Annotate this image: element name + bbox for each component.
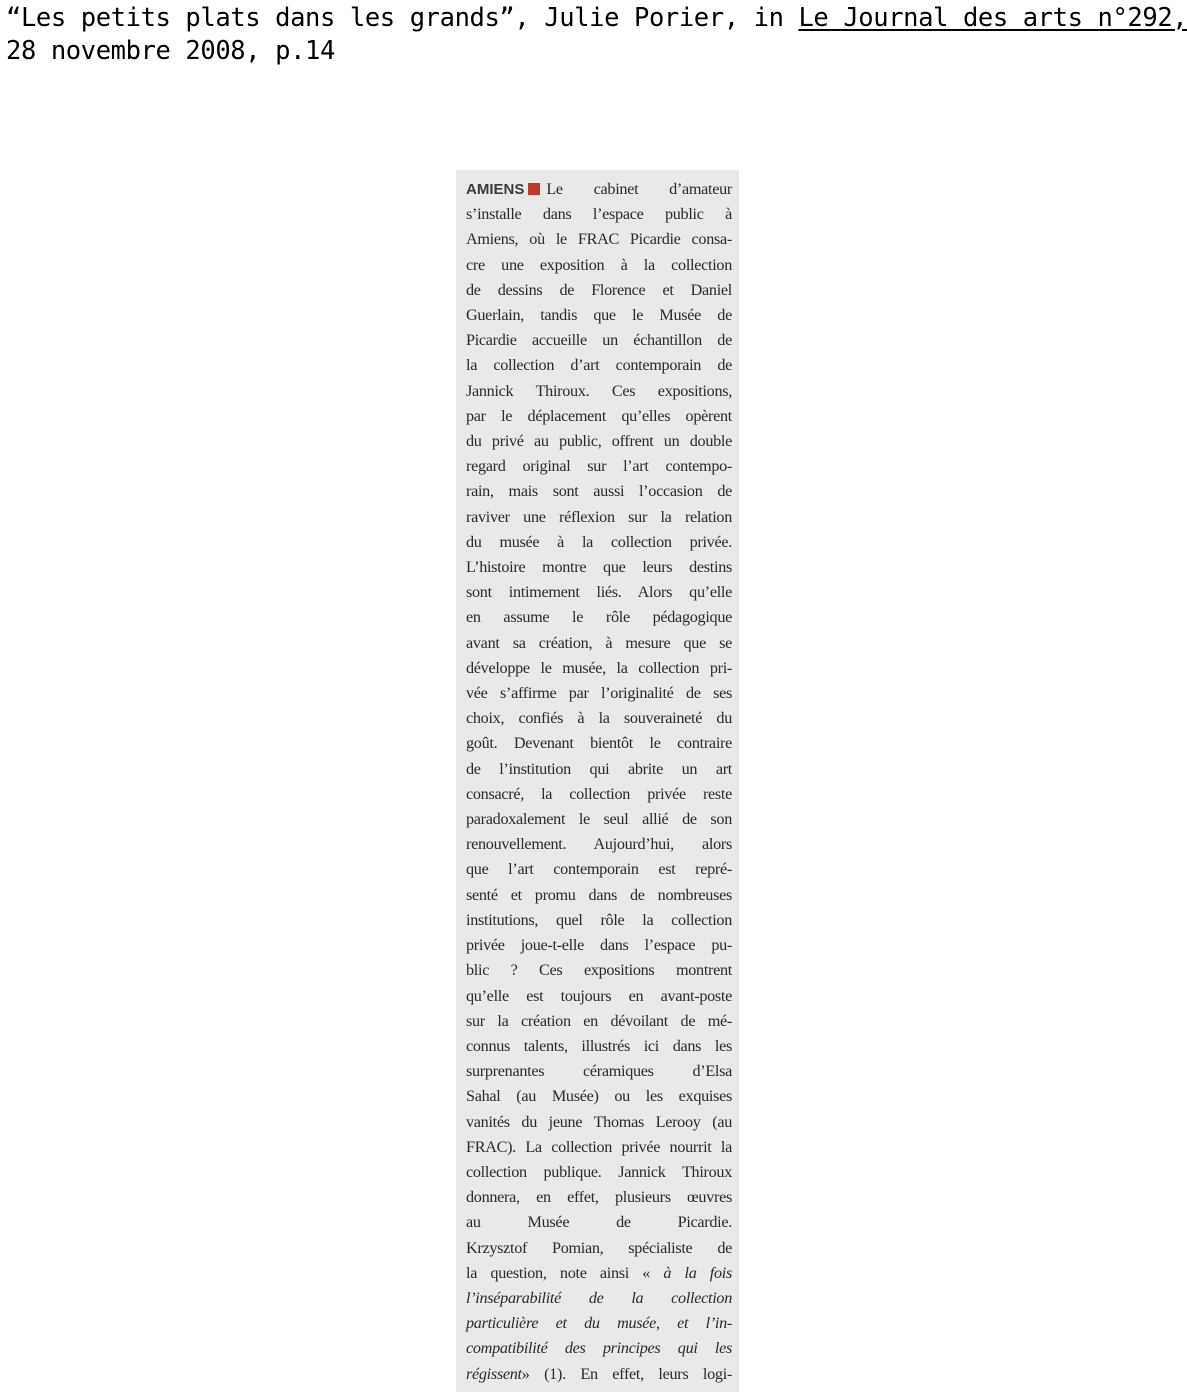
clipping-line: consacré, la collection privée reste [466, 784, 732, 803]
clipping-line: la collection d’art contemporain de [466, 356, 732, 375]
clipping-line: vée s’affirme par l’originalité de ses [466, 684, 732, 703]
clipping-last-line [466, 1362, 732, 1387]
clipping-line: Jannick Thiroux. Ces expositions, [466, 381, 732, 400]
clipping-line: rain, mais sont aussi l’occasion de [466, 482, 732, 501]
clipping-line: de l’institution qui abrite un art [466, 759, 732, 778]
clipping-line: sur la création en dévoilant de mé- [466, 1011, 732, 1030]
clipping-first-line-text: Le cabinet d’amateur [546, 180, 732, 198]
clipping-line: Guerlain, tandis que le Musée de [466, 306, 732, 325]
clipping-line: au Musée de Picardie. [466, 1213, 732, 1232]
clipping-line: en assume le rôle pédagogique [466, 608, 732, 627]
clipping-line: Krzysztof Pomian, spécialiste de [466, 1238, 732, 1257]
clipping-line: choix, confiés à la souveraineté du [466, 709, 732, 728]
citation-title-author: “Les petits plats dans les grands”, Julie Porier, in [6, 3, 799, 33]
newspaper-clipping [456, 170, 739, 1392]
after-quote: » (1). En effet, leurs logi- [521, 1364, 732, 1383]
clipping-line: développe le musée, la collection pri- [466, 658, 732, 677]
clipping-line: FRAC). La collection privée nourrit la [466, 1137, 732, 1156]
citation-header [6, 2, 1187, 68]
quote-text: à la fois [663, 1263, 732, 1282]
clipping-text [466, 177, 732, 1387]
clipping-line: donnera, en effet, plusieurs œuvres [466, 1188, 732, 1207]
quote-open: « [642, 1263, 651, 1282]
citation-line-1 [6, 2, 1187, 35]
clipping-line: avant sa création, à mesure que se [466, 633, 732, 652]
clipping-quote-line: l’inséparabilité de la collection [466, 1288, 732, 1307]
clipping-line: sont intimement liés. Alors qu’elle [466, 583, 732, 602]
clipping-line: Picardie accueille un échantillon de [466, 331, 732, 350]
clipping-line: privée joue-t-elle dans l’espace pu- [466, 936, 732, 955]
clipping-line: la question, note ainsi « à la fois [466, 1263, 732, 1282]
clipping-line: du musée à la collection privée. [466, 532, 732, 551]
clipping-line: goût. Devenant bientôt le contraire [466, 734, 732, 753]
clipping-line: regard original sur l’art contempo- [466, 457, 732, 476]
clipping-line: connus talents, illustrés ici dans les [466, 1036, 732, 1055]
clipping-quote-line: compatibilité des principes qui les [466, 1339, 732, 1358]
clipping-line: L’histoire montre que leurs destins [466, 558, 732, 577]
journal-link[interactable]: Le Journal des arts n°292, [798, 3, 1187, 33]
clipping-line: Sahal (au Musée) ou les exquises [466, 1087, 732, 1106]
clipping-line: s’installe dans l’espace public à [466, 205, 732, 224]
clipping-line: paradoxalement le seul allié de son [466, 810, 732, 829]
clipping-line: blic ? Ces expositions montrent [466, 961, 732, 980]
clipping-line: vanités du jeune Thomas Lerooy (au [466, 1112, 732, 1131]
clipping-line: collection publique. Jannick Thiroux [466, 1162, 732, 1181]
red-square-icon [528, 183, 540, 195]
clipping-line: cre une exposition à la collection [466, 255, 732, 274]
clipping-quote-line: particulière et du musée, et l’in- [466, 1314, 732, 1333]
clipping-line: renouvellement. Aujourd’hui, alors [466, 835, 732, 854]
clipping-line: du privé au public, offrent un double [466, 432, 732, 451]
clipping-line: qu’elle est toujours en avant-poste [466, 986, 732, 1005]
clipping-line: par le déplacement qu’elles opèrent [466, 406, 732, 425]
quote-last: régissent [466, 1364, 522, 1383]
clipping-line: institutions, quel rôle la collection [466, 910, 732, 929]
clipping-first-line [466, 177, 732, 202]
clipping-kicker: AMIENS [466, 181, 525, 198]
citation-line-2: 28 novembre 2008, p.14 [6, 36, 335, 66]
clipping-line: que l’art contemporain est repré- [466, 860, 732, 879]
clipping-line: surprenantes céramiques d’Elsa [466, 1062, 732, 1081]
clipping-line: de dessins de Florence et Daniel [466, 280, 732, 299]
clipping-line: Amiens, où le FRAC Picardie consa- [466, 230, 732, 249]
clipping-line: raviver une réflexion sur la relation [466, 507, 732, 526]
clipping-line: senté et promu dans de nombreuses [466, 885, 732, 904]
